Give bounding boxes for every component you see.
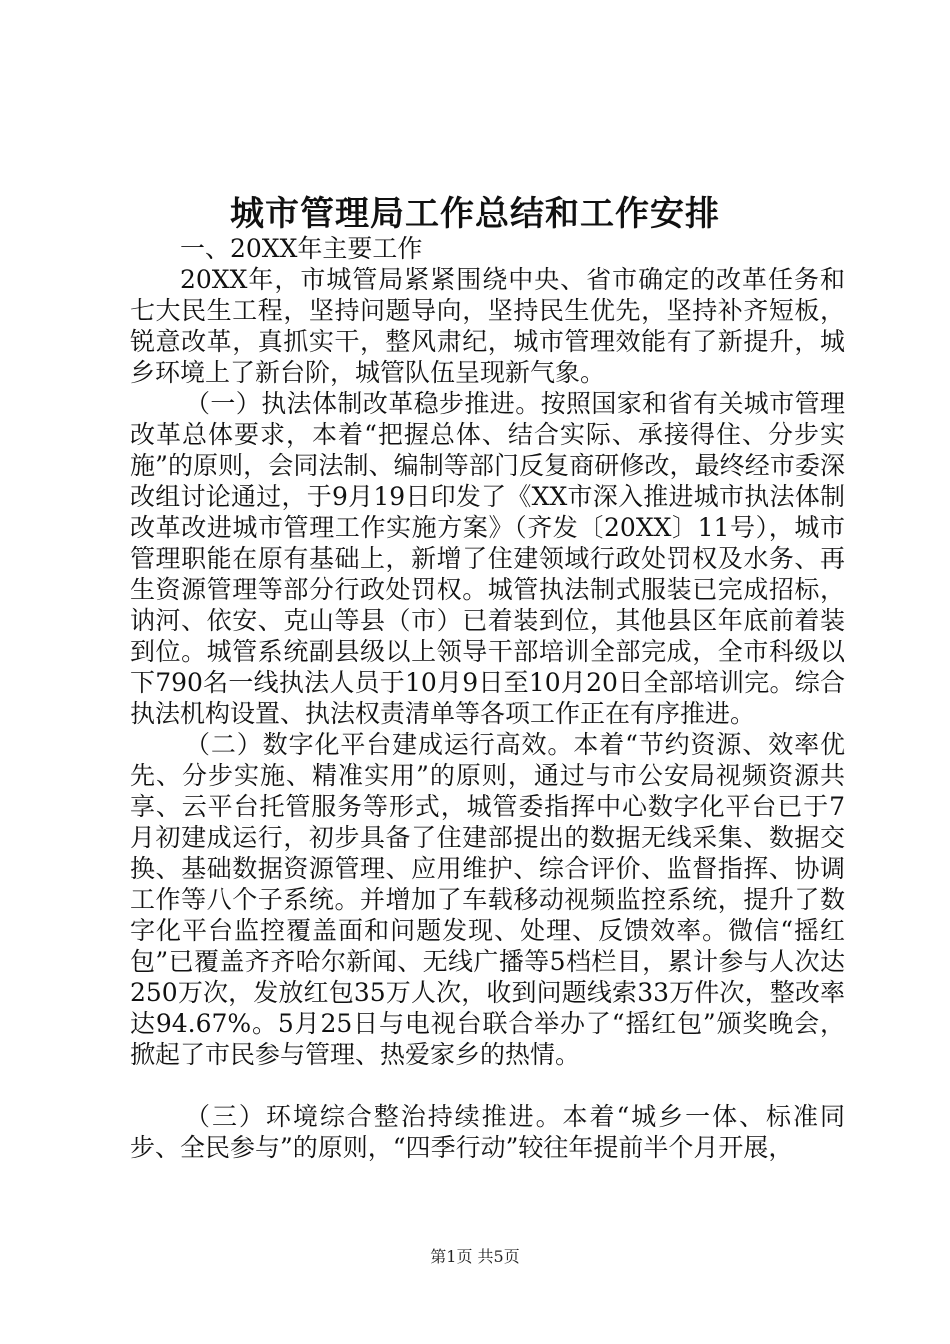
paragraph-item-3: （三）环境综合整治持续推进。本着“城乡一体、标准同步、全民参与”的原则，“四季行动”较往年提前半个月开展， — [130, 1102, 845, 1162]
page-footer: 第1页 共5页 — [430, 1247, 520, 1266]
paragraph-item-1: （一）执法体制改革稳步推进。按照国家和省有关城市管理改革总体要求，本着“把握总体、结合实际、承接得住、分步实施”的原则，会同法制、编制等部门反复商研修改，最终经市委深改组讨论通过，于9月19日印发了《XX市深入推进城市执法体制改革改进城市管理工作实施方案》（齐发〔20XX〕11号），城市管理职能在原有基础上，新增了住建领域行政处罚权及水务、再生资源管理等部分行政处罚权。城管执法制式服装已完成招标，讷河、依安、克山等县（市）已着装到位，其他县区年底前着装到位。城管系统副县级以上领导干部培训全部完成，全市科级以下790名一线执法人员于10月9日至10月20日全部培训完。综合执法机构设置、执法权责清单等各项工作正在有序推进。 — [130, 389, 845, 728]
document-title: 城市管理局工作总结和工作安排 — [230, 194, 720, 234]
document-body — [130, 233, 845, 1163]
paragraph-spacer — [130, 1070, 845, 1101]
section-heading: 一、20XX年主要工作 — [180, 234, 423, 263]
paragraph-intro: 20XX年，市城管局紧紧围绕中央、省市确定的改革任务和七大民生工程，坚持问题导向，坚持民生优先，坚持补齐短板，锐意改革，真抓实干，整风肃纪，城市管理效能有了新提升，城乡环境上了新台阶，城管队伍呈现新气象。 — [130, 265, 845, 387]
paragraph-item-2: （二）数字化平台建成运行高效。本着“节约资源、效率优先、分步实施、精准实用”的原则，通过与市公安局视频资源共享、云平台托管服务等形式，城管委指挥中心数字化平台已于7月初建成运行，初步具备了住建部提出的数据无线采集、数据交换、基础数据资源管理、应用维护、综合评价、监督指挥、协调工作等八个子系统。并增加了车载移动视频监控系统，提升了数字化平台监控覆盖面和问题发现、处理、反馈效率。微信“摇红包”已覆盖齐齐哈尔新闻、无线广播等5档栏目，累计参与人次达250万次，发放红包35万人次，收到问题线索33万件次，整改率达94.67%。5月25日与电视台联合举办了“摇红包”颁奖晚会，掀起了市民参与管理、热爱家乡的热情。 — [130, 730, 845, 1069]
